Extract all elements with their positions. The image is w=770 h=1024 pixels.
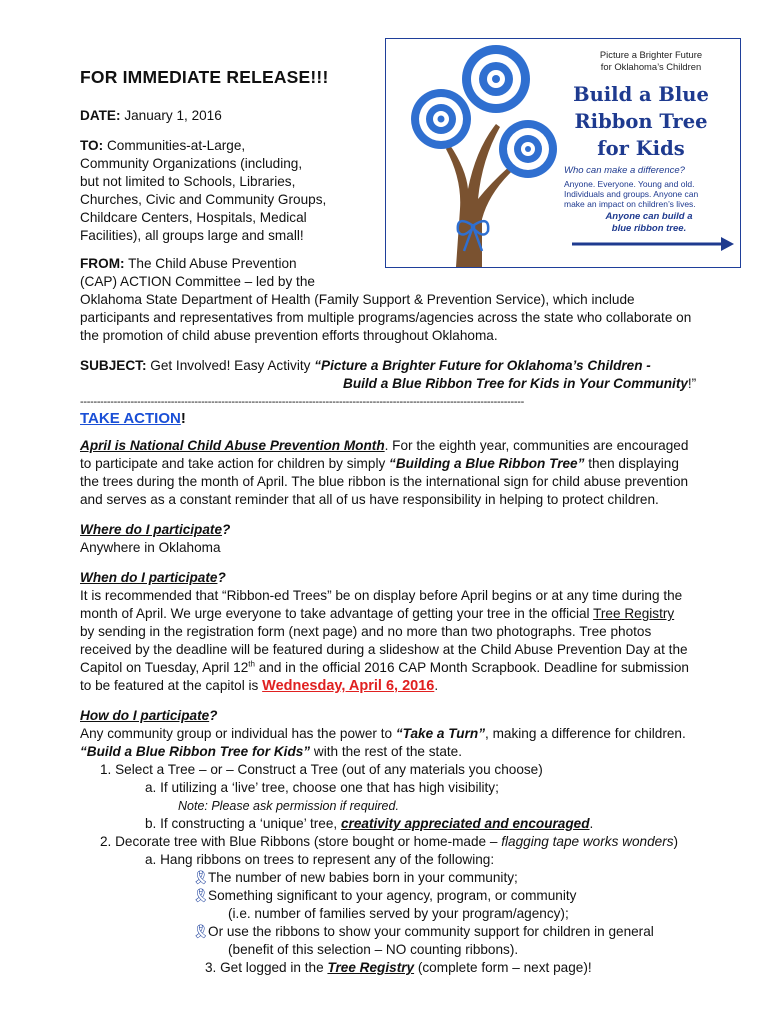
how-section: How do I participate? Any community group or individual has the power to “Take a Turn”, making a difference for children. “Build a Blue Ribbon Tree for Kids” with the rest of the state. (80, 708, 686, 759)
date-line: DATE: January 1, 2016 (80, 108, 222, 123)
step-1: 1. Select a Tree – or – Construct a Tree (out of any materials you choose) (100, 762, 543, 777)
poster-callout: Anyone can build a blue ribbon tree. (605, 211, 693, 234)
ribbon-icon: 🎗 (192, 870, 210, 885)
to-block: TO: Communities-at-Large, Community Organizations (including, but not limited to Schools, Libraries, Churches, Civic and Community Groups, Childcare Centers, Hospitals, Medical Facilities), all groups large and small! (80, 138, 327, 243)
bullet-item-continued: (benefit of this selection – NO counting ribbons). (228, 942, 519, 957)
poster-answer: Anyone. Everyone. Young and old. Individuals and groups. Anyone can make an impact on children’s lives. (564, 179, 699, 209)
press-release-title: FOR IMMEDIATE RELEASE!!! (80, 67, 329, 87)
divider-line: ------------------------------------------------------------------------------------------------------------------------------------ (80, 396, 524, 408)
when-section: When do I participate? It is recommended that “Ribbon-ed Trees” be on display before April begins or at any time during the month of April. We urge everyone to take advantage of getting your tree in the official Tree Registry by sending in the registration form (next page) and no more than two photographs. Tree photos received by the deadline will be featured during a slideshow at the Child Abuse Prevention Day at the Capitol on Tuesday, April 12th and in the official 2016 CAP Month Scrapbook. Deadline for submission to be featured at the capitol is Wednesday, April 6, 2016. (80, 570, 689, 694)
step-2a: a. Hang ribbons on trees to represent any of the following: (145, 852, 495, 867)
poster-tagline: Picture a Brighter Future for Oklahoma’s Children (599, 49, 703, 72)
tree-registry-link[interactable]: Tree Registry (327, 960, 415, 975)
step-3: 3. Get logged in the Tree Registry (complete form – next page)! (205, 960, 592, 975)
take-action-paragraph: April is National Child Abuse Prevention Month. For the eighth year, communities are encouraged to participate and take action for children by simply “Building a Blue Ribbon Tree” then displaying the trees during the month of April. The blue ribbon is the international sign for child abuse prevention and serves as a constant reminder that all of us have responsibility in helping to protect children. (80, 438, 689, 507)
subject-block: SUBJECT: Get Involved! Easy Activity “Picture a Brighter Future for Oklahoma’s Children - Build a Blue Ribbon Tree for Kids in Your Community!” (80, 358, 697, 391)
bullet-item-continued: (i.e. number of families served by your program/agency); (228, 906, 569, 921)
step-1a: a. If utilizing a ‘live’ tree, choose one that has high visibility; (145, 780, 499, 795)
step-1b: b. If constructing a ‘unique’ tree, creativity appreciated and encouraged. (145, 816, 594, 831)
target-circle-left (411, 89, 471, 149)
where-section: Where do I participate? Anywhere in Oklahoma (80, 522, 231, 555)
tree-registry-link[interactable]: Tree Registry (593, 606, 675, 621)
ribbon-icon: 🎗 (192, 888, 210, 903)
target-circle-top (462, 45, 530, 113)
from-block: FROM: The Child Abuse Prevention (CAP) ACTION Committee – led by the Oklahoma State Department of Health (Family Support & Prevention Service), which include participants and representatives from multiple programs/agencies across the state who collaborate on the promotion of child abuse prevention efforts throughout Oklahoma. (80, 256, 692, 343)
deadline-date: Wednesday, April 6, 2016 (262, 678, 435, 694)
poster-image (385, 38, 741, 268)
poster-headline: Build a Blue Ribbon Tree for Kids (573, 83, 709, 160)
step-1a-note: Note: Please ask permission if required. (178, 799, 399, 813)
ribbon-icon: 🎗 (192, 924, 210, 939)
arrow-icon (572, 237, 734, 251)
bullet-item: 🎗The number of new babies born in your community; (192, 870, 518, 885)
poster-question: Who can make a difference? (564, 165, 685, 176)
step-2: 2. Decorate tree with Blue Ribbons (store bought or home-made – flagging tape works wonders) (100, 834, 679, 849)
take-action-heading: TAKE ACTION! (80, 410, 186, 427)
bullet-item: 🎗Something significant to your agency, program, or community (192, 888, 577, 903)
bullet-item: 🎗Or use the ribbons to show your community support for children in general (192, 924, 654, 939)
